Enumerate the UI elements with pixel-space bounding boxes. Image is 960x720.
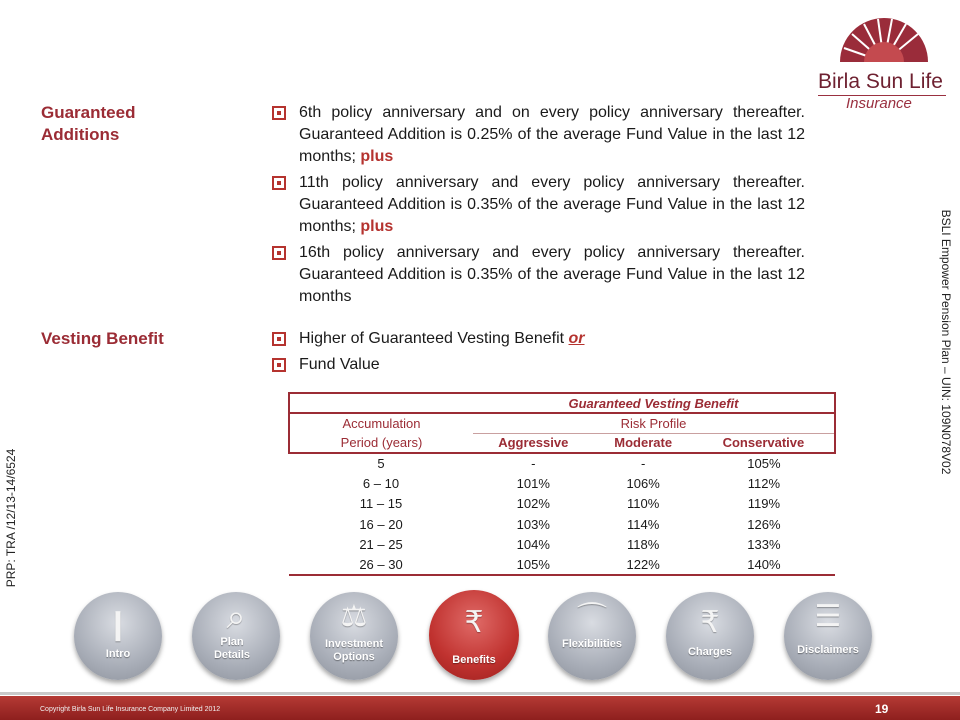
table-row: 21 – 25 104% 118% 133% xyxy=(359,536,781,552)
vesting-benefit-label: Vesting Benefit xyxy=(41,329,164,348)
table-row: 26 – 30 105% 122% 140% xyxy=(289,554,835,574)
list-item: 11th policy anniversary and every policy anniversary thereafter. Guaranteed Addition is 0.35% of the average Fund Value in the last 12 months; plus xyxy=(272,172,805,238)
prp-reference-text: PRP: TRA /12/13-14/6524 xyxy=(4,448,18,588)
column-header-moderate: Moderate xyxy=(614,435,673,451)
sunrise-logo-icon xyxy=(834,18,934,66)
checkbox-bullet-icon xyxy=(272,246,286,260)
brand-subtitle: Insurance xyxy=(846,95,912,112)
price-tag-icon: ₹ xyxy=(700,606,720,639)
magnifier-icon: ⌕ xyxy=(226,598,246,636)
copyright-text: Copyright Birla Sun Life Insurance Company Limited 2012 xyxy=(40,706,221,713)
list-item: 6th policy anniversary and on every policy anniversary thereafter. Guaranteed Addition is 0.25% of the average Fund Value in the last 12 months; plus xyxy=(272,102,805,168)
checkbox-bullet-icon xyxy=(272,358,286,372)
nav-benefits-button[interactable]: ₹ Benefits xyxy=(429,590,519,680)
nav-intro-button[interactable]: ❙ Intro xyxy=(74,592,162,680)
list-item: 16th policy anniversary and every policy anniversary thereafter. Guaranteed Addition is 0.35% of the average Fund Value in the last 12 months xyxy=(272,242,805,308)
plan-uin-text: BSLI Empower Pension Plan – UIN: 109N078V02 xyxy=(939,209,953,475)
vesting-benefit-list xyxy=(272,328,805,380)
nav-charges-button[interactable]: ₹ Charges xyxy=(666,592,754,680)
nav-plan-details-button[interactable]: ⌕ Plan Details xyxy=(192,592,280,680)
list-item: Fund Value xyxy=(272,354,805,376)
period-header: Period (years) xyxy=(340,435,423,450)
umbrella-rupee-icon: ₹ xyxy=(464,606,484,639)
accumulation-header: Accumulation xyxy=(342,416,421,431)
section-navigation xyxy=(0,582,960,692)
nav-investment-options-button[interactable]: ⚖ Investment Options xyxy=(310,592,398,680)
document-icon: ☰ xyxy=(814,600,842,633)
checkbox-bullet-icon xyxy=(272,106,286,120)
table-title: Guaranteed Vesting Benefit xyxy=(473,393,835,413)
list-item: Higher of Guaranteed Vesting Benefit or xyxy=(272,328,805,350)
guaranteed-additions-label: Guaranteed Additions xyxy=(41,103,136,144)
nav-disclaimers-button[interactable]: ☰ Disclaimers xyxy=(784,592,872,680)
brand-name: Birla Sun Life xyxy=(818,70,943,93)
guaranteed-additions-list xyxy=(272,102,805,312)
birla-sun-life-logo xyxy=(812,18,952,114)
column-header-conservative: Conservative xyxy=(722,435,805,451)
table-row: 16 – 20 103% 114% 126% xyxy=(359,516,781,532)
table-row: 5 - - 105% xyxy=(377,456,781,472)
spring-icon: ⌒ xyxy=(577,602,607,635)
risk-profile-header: Risk Profile xyxy=(473,413,835,433)
page-number: 19 xyxy=(875,702,889,716)
column-header-aggressive: Aggressive xyxy=(498,435,569,451)
nav-flexibilities-button[interactable]: ⌒ Flexibilities xyxy=(548,592,636,680)
table-row: 11 – 15 102% 110% 119% xyxy=(359,496,781,512)
table-row: 6 – 10 101% 106% 112% xyxy=(362,475,781,491)
scales-icon: ⚖ xyxy=(340,600,368,633)
lightbulb-icon: ❙ xyxy=(105,608,131,641)
checkbox-bullet-icon xyxy=(272,332,286,346)
vesting-benefit-table xyxy=(288,392,836,576)
checkbox-bullet-icon xyxy=(272,176,286,190)
